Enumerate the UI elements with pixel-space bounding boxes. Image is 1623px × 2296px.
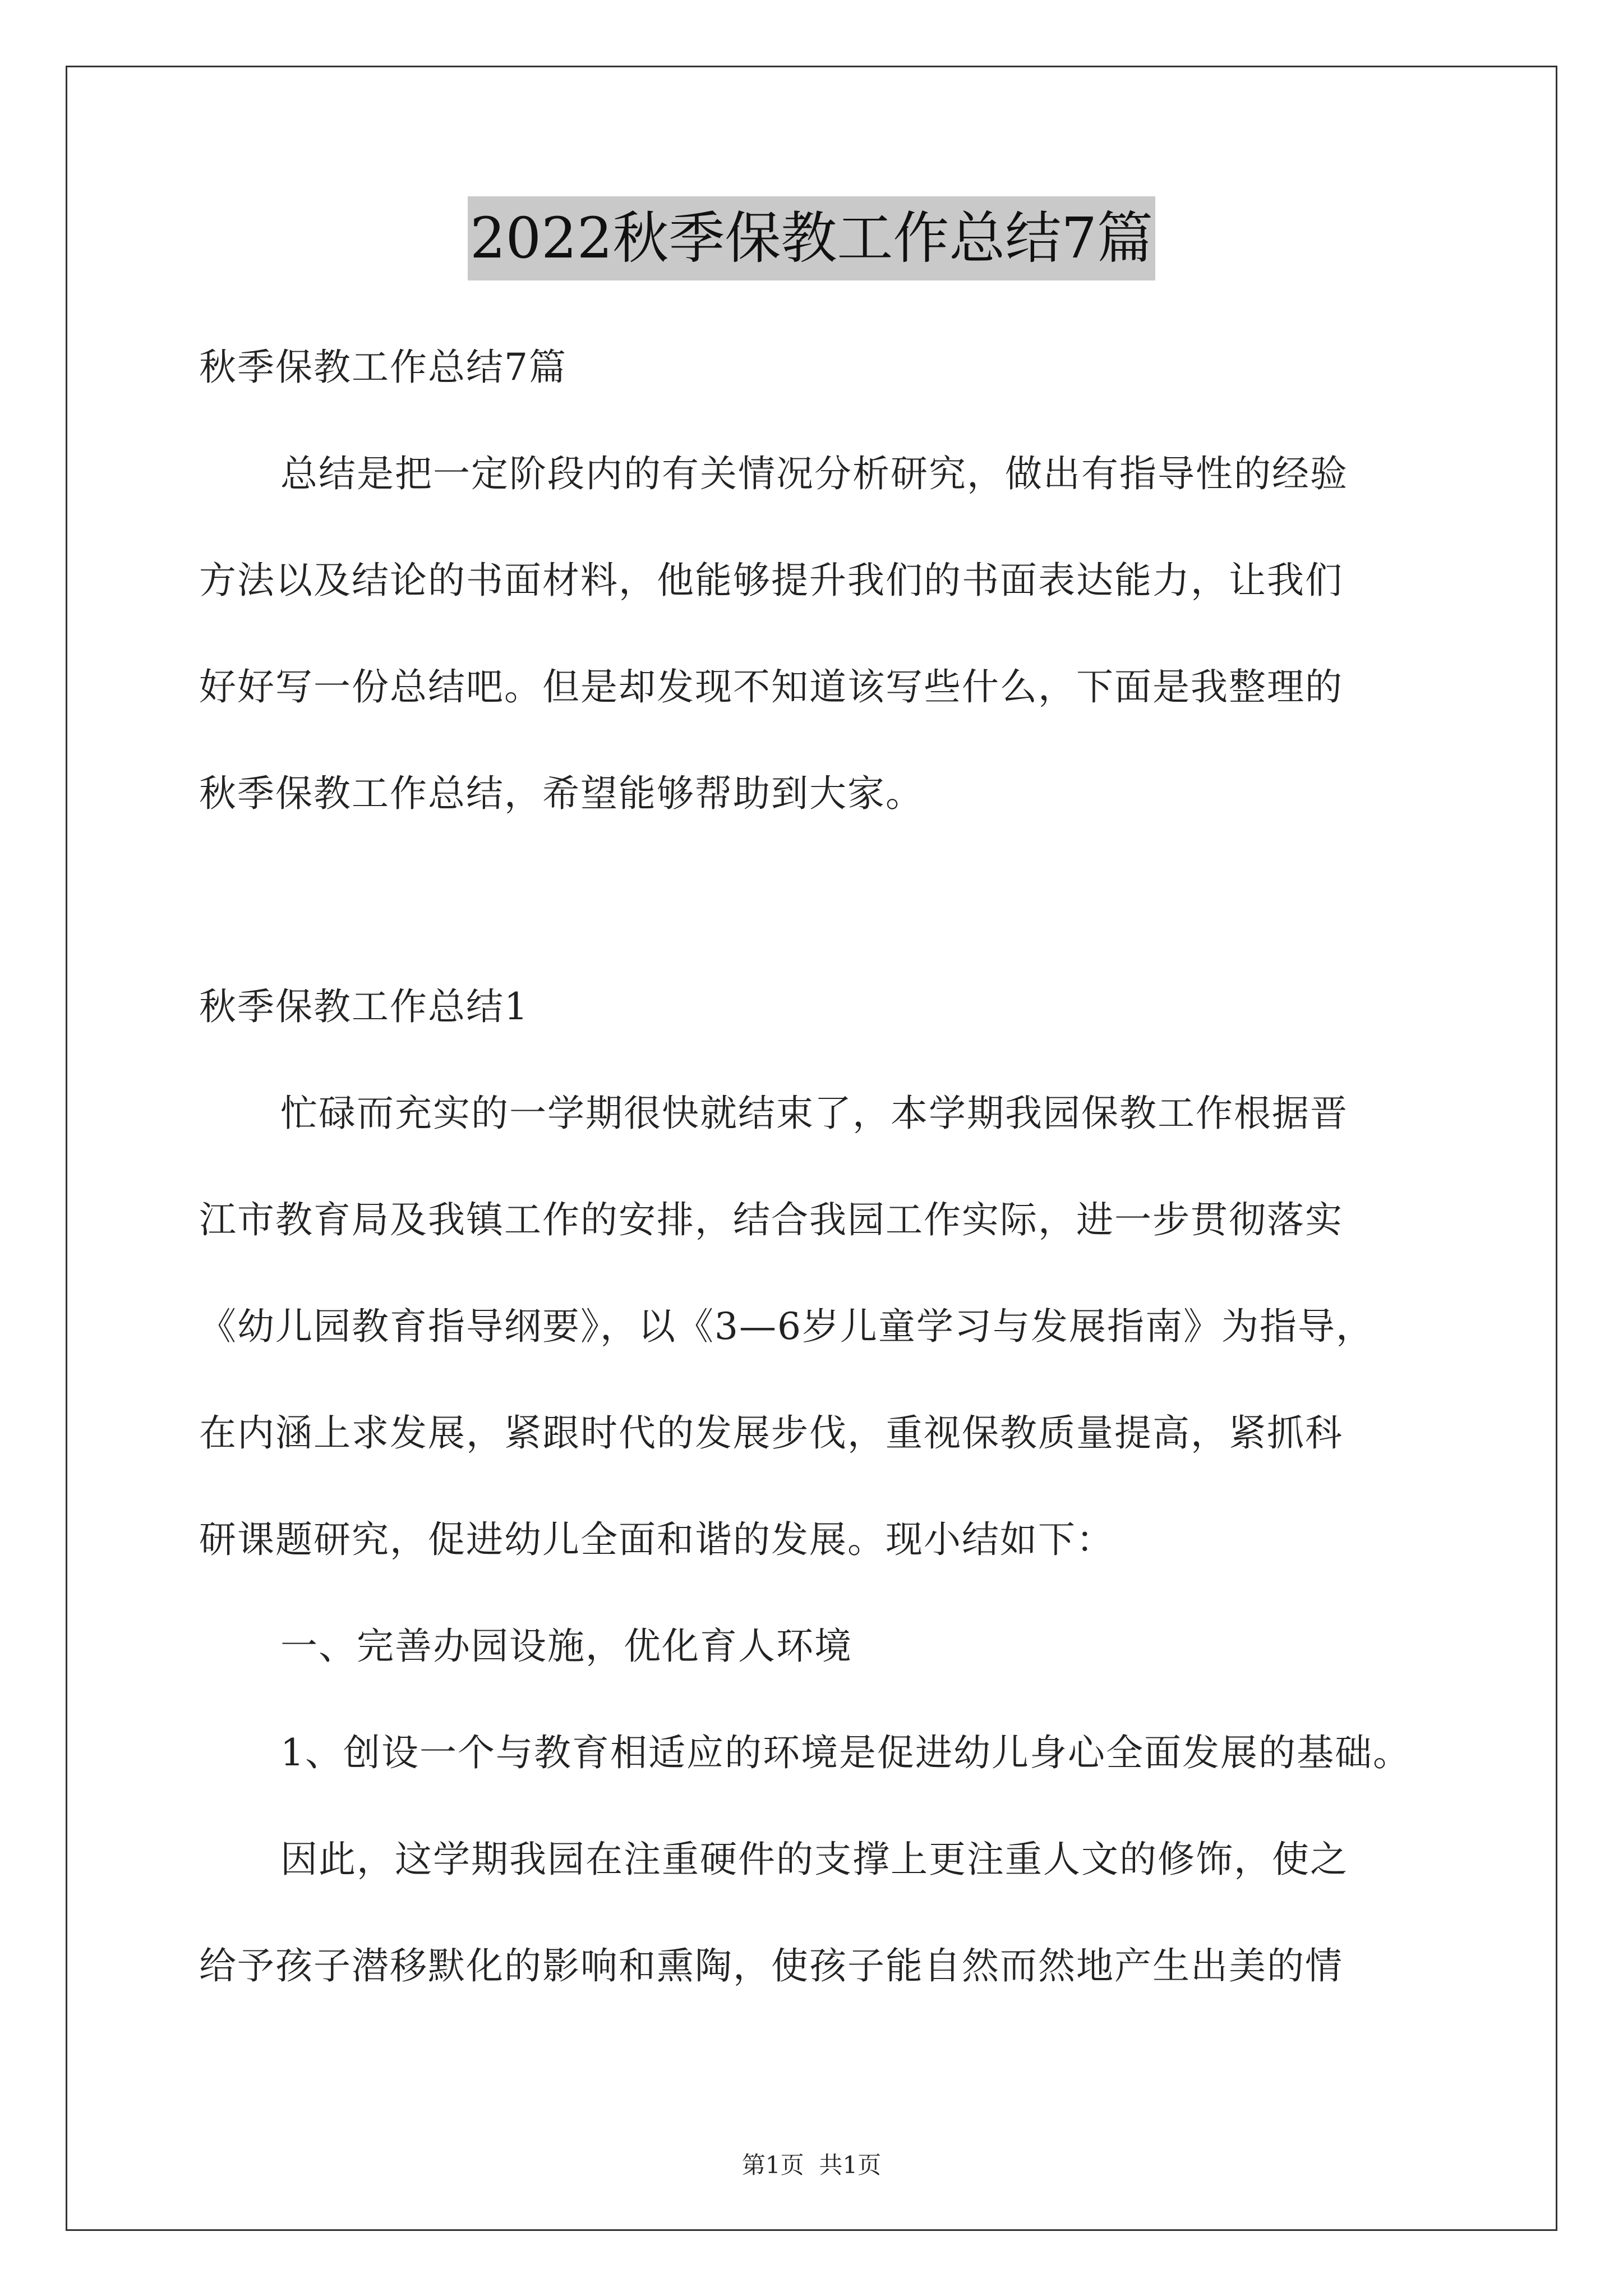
body-line-7: 1、创设一个与教育相适应的环境是促进幼儿身心全面发展的基础。 — [280, 1731, 1411, 1774]
body-line-2: 江市教育局及我镇工作的安排，结合我园工作实际，进一步贯彻落实 — [199, 1198, 1343, 1241]
subsection-heading: 一、完善办园设施，优化育人环境 — [280, 1625, 852, 1668]
intro-line-4: 秋季保教工作总结，希望能够帮助到大家。 — [199, 772, 924, 815]
document-title: 2022秋季保教工作总结7篇 — [468, 196, 1155, 280]
intro-line-3: 好好写一份总结吧。但是却发现不知道该写些什么，下面是我整理的 — [199, 665, 1343, 708]
section-heading: 秋季保教工作总结1 — [199, 985, 529, 1028]
body-line-4: 在内涵上求发展，紧跟时代的发展步伐，重视保教质量提高，紧抓科 — [199, 1411, 1343, 1455]
paragraph-gap — [199, 847, 1433, 954]
body-line-1: 忙碌而充实的一学期很快就结束了，本学期我园保教工作根据晋 — [280, 1092, 1348, 1135]
body-line-5: 研课题研究，促进幼儿全面和谐的发展。现小结如下： — [199, 1518, 1114, 1561]
document-body — [199, 314, 1433, 2019]
document-subtitle: 秋季保教工作总结7篇 — [199, 346, 567, 389]
intro-line-1: 总结是把一定阶段内的有关情况分析研究，做出有指导性的经验 — [280, 452, 1348, 495]
page-footer — [0, 2148, 1623, 2182]
page-number: 第1页 共1页 — [741, 2151, 882, 2179]
title-container — [0, 196, 1623, 280]
body-line-8: 因此，这学期我园在注重硬件的支撑上更注重人文的修饰，使之 — [280, 1838, 1348, 1881]
body-line-9: 给予孩子潜移默化的影响和熏陶，使孩子能自然而然地产生出美的情 — [199, 1944, 1343, 1987]
intro-line-2: 方法以及结论的书面材料，他能够提升我们的书面表达能力，让我们 — [199, 559, 1343, 602]
body-line-3: 《幼儿园教育指导纲要》，以《3—6岁儿童学习与发展指南》为指导， — [199, 1305, 1374, 1348]
